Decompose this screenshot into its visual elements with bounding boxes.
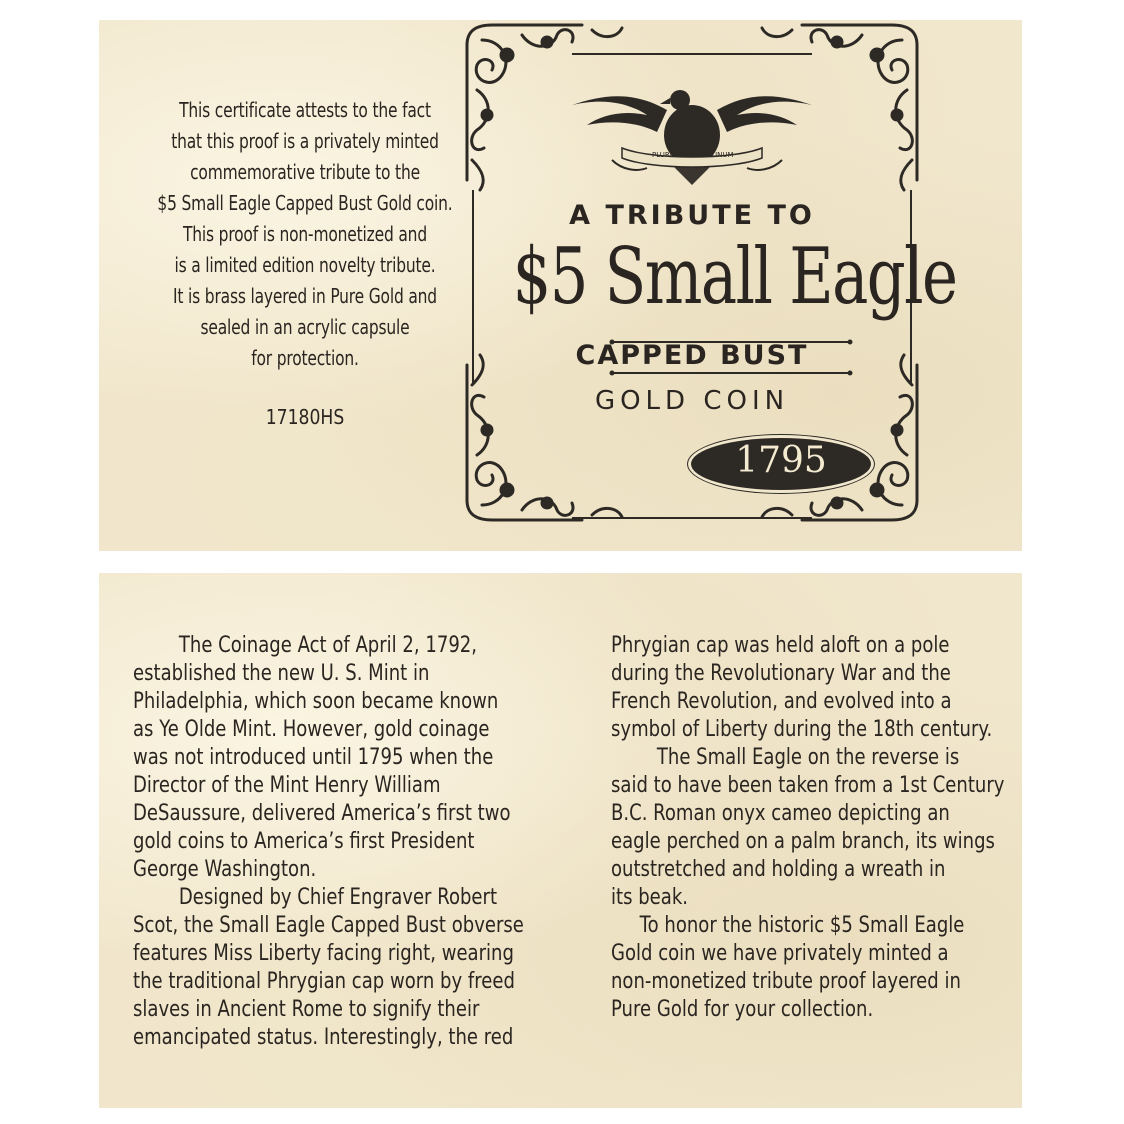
history-line: George Washington. [133,857,317,882]
history-line: during the Revolutionary War and the [611,661,951,686]
certificate-line: $5 Small Eagle Capped Bust Gold coin. [157,191,453,215]
eagle-emblem-icon [572,90,812,185]
history-line: Scot, the Small Eagle Capped Bust obverse [133,913,524,938]
history-line: established the new U. S. Mint in [133,661,430,686]
certificate-line: for protection. [251,346,359,370]
history-line: B.C. Roman onyx cameo depicting an [611,801,950,826]
history-line: symbol of Liberty during the 18th century. [611,717,993,742]
certificate-line: is a limited edition novelty tribute. [174,253,436,277]
certificate-line: that this proof is a privately minted [171,129,439,153]
certificate-line: It is brass layered in Pure Gold and [173,284,437,308]
gold-coin-label: GOLD COIN [594,386,790,416]
history-line: Pure Gold for your collection. [611,997,874,1022]
history-line: Gold coin we have privately minted a [611,941,949,966]
history-column-left [133,632,524,1052]
tribute-label [462,20,957,520]
history-line: Designed by Chief Engraver Robert [133,885,498,910]
history-line: was not introduced until 1795 when the [133,745,494,770]
history-line: said to have been taken from a 1st Century [611,773,1005,798]
history-line: Phrygian cap was held aloft on a pole [611,633,950,658]
history-line: To honor the historic $5 Small Eagle [611,913,965,938]
certificate-line: commemorative tribute to the [190,160,420,184]
history-column-right [611,632,1004,1024]
tribute-heading: A TRIBUTE TO [569,200,815,231]
coin-title: $5 Small Eagle [512,232,957,322]
serial-number: 17180HS [265,405,345,429]
history-line: Director of the Mint Henry William [133,773,441,798]
history-line: DeSaussure, delivered America’s first two [133,801,511,826]
certificate-line: sealed in an acrylic capsule [200,315,410,339]
floral-corner-ornament-icon [467,25,622,190]
certificate-line: This certificate attests to the fact [179,98,431,122]
history-line: eagle perched on a palm branch, its wings [611,829,995,854]
floral-corner-ornament-icon [762,25,917,190]
coin-year: 1795 [735,440,827,481]
history-line: The Coinage Act of April 2, 1792, [133,633,478,658]
history-line: non-monetized tribute proof layered in [611,969,961,994]
history-line: The Small Eagle on the reverse is [611,745,960,770]
eagle-banner-left: PLURIBUS [652,151,687,159]
certificate-line: This proof is non-monetized and [183,222,427,246]
history-line: the traditional Phrygian cap worn by freed [133,969,515,994]
history-line: its beak. [611,885,689,910]
floral-corner-ornament-icon [467,355,622,520]
history-line: slaves in Ancient Rome to signify their [133,997,480,1022]
history-line: French Revolution, and evolved into a [611,689,952,714]
history-line: features Miss Liberty facing right, wearing [133,941,514,966]
history-line: as Ye Olde Mint. However, gold coinage [133,717,490,742]
history-line: emancipated status. Interestingly, the red [133,1025,514,1050]
history-line: outstretched and holding a wreath in [611,857,946,882]
eagle-banner-right: UNUM [712,151,734,159]
certificate-statement [133,95,477,374]
coin-subtitle: CAPPED BUST [575,340,809,371]
history-line: Philadelphia, which soon became known [133,689,499,714]
history-line: gold coins to America’s first President [133,829,475,854]
